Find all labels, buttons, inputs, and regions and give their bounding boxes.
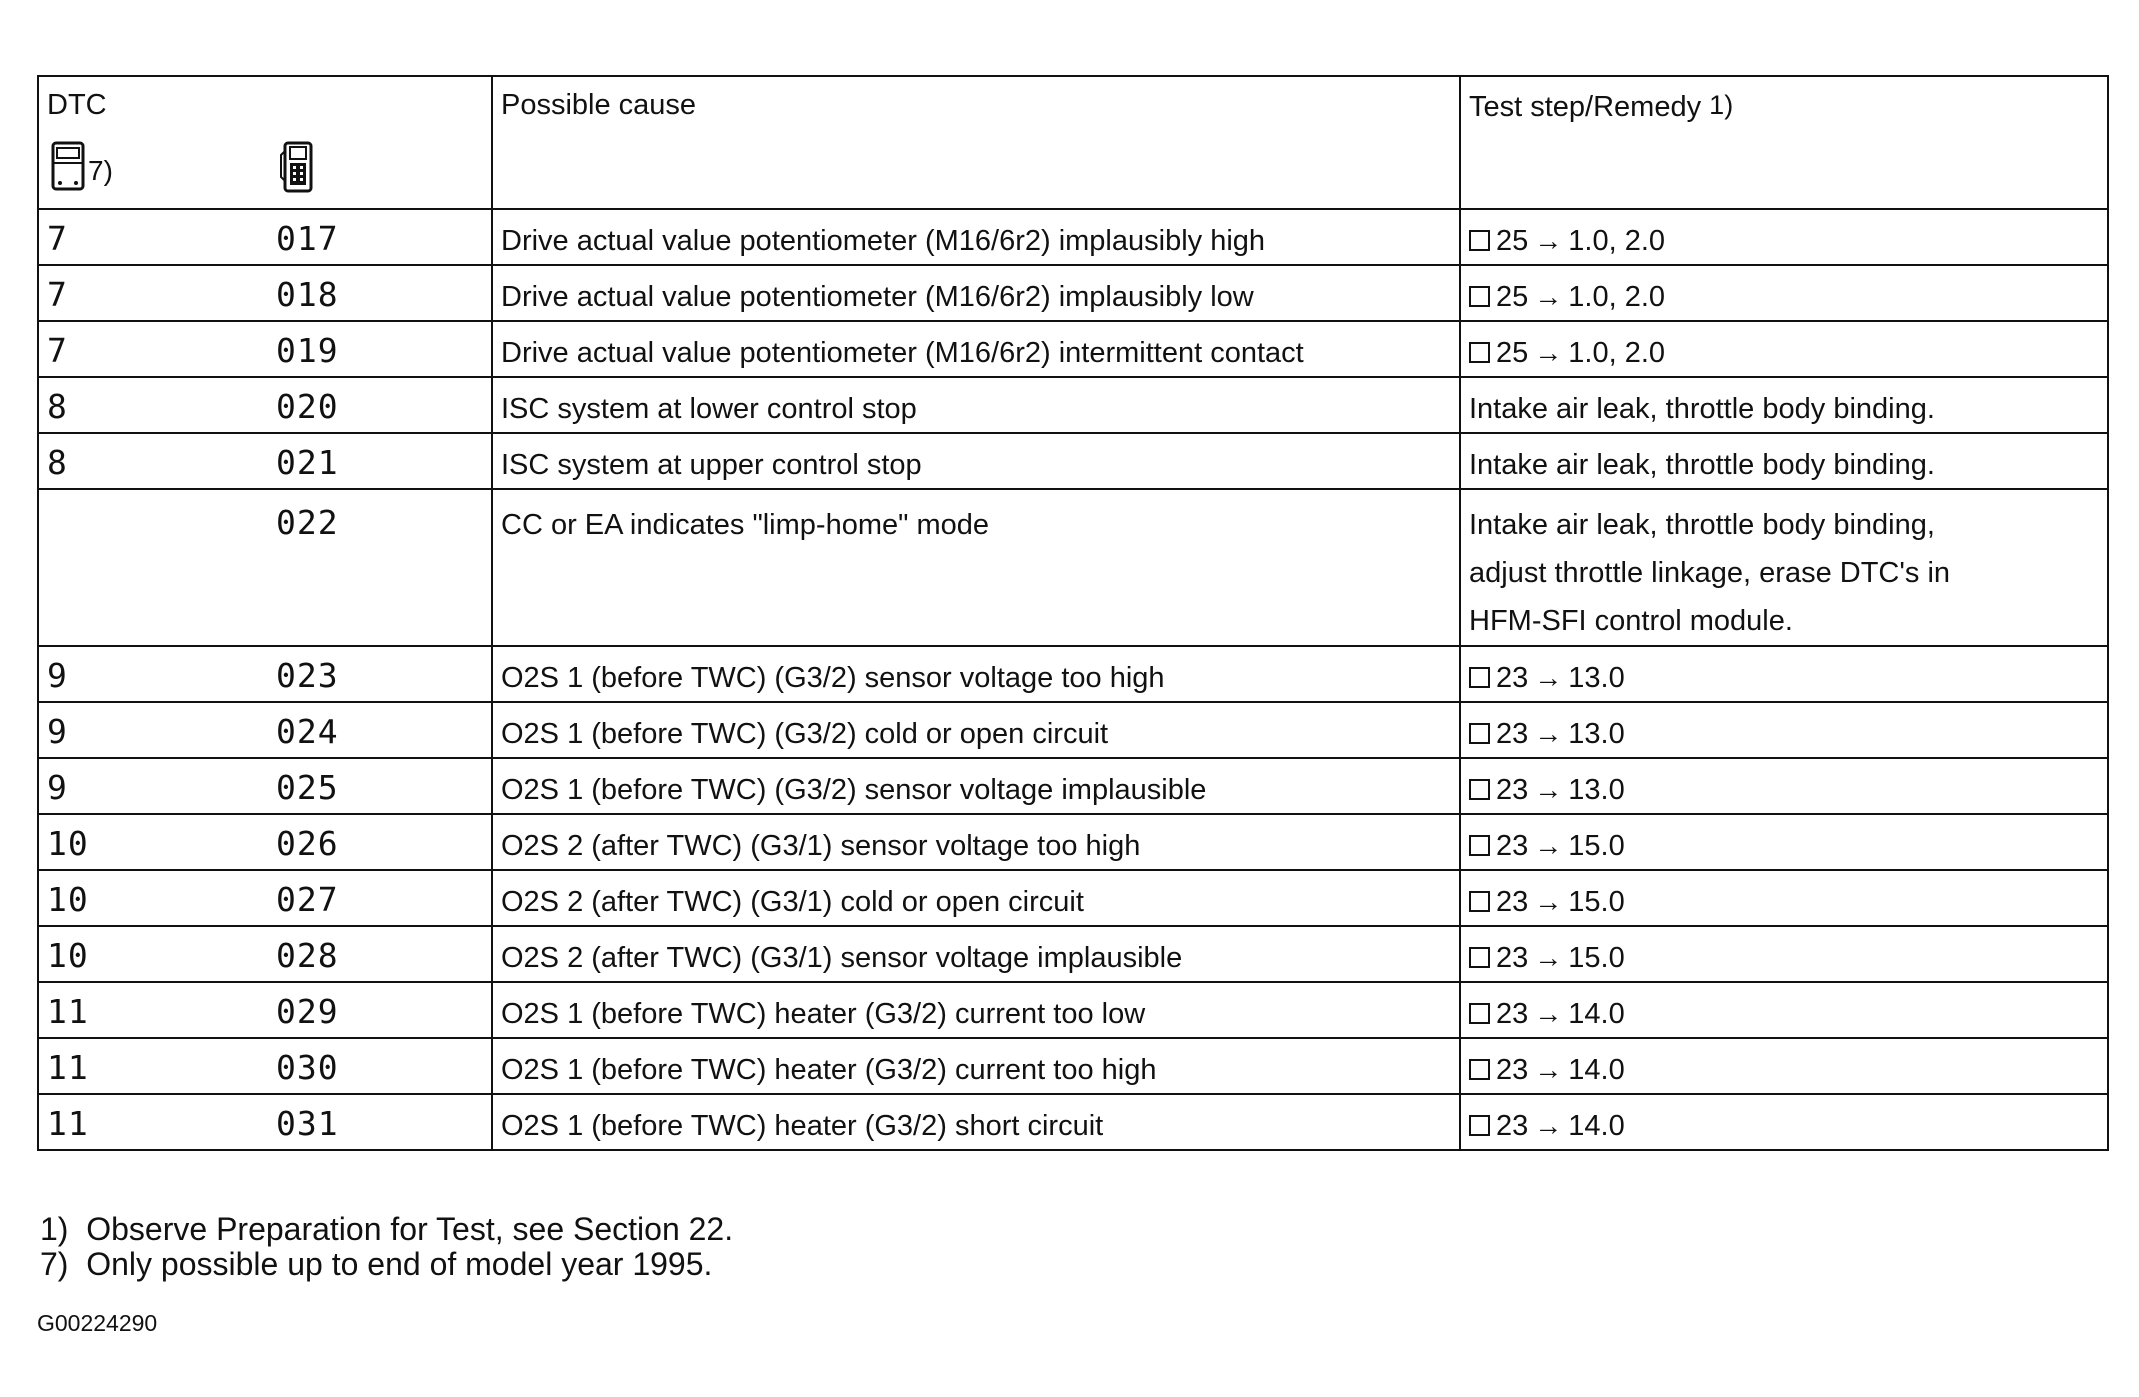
arrow-right-icon: → [1534,830,1563,861]
checkbox-square-icon [1469,1059,1490,1080]
tester-code: 027 [276,880,339,919]
cause-cell [492,1038,1460,1094]
test-step-result: 14.0 [1568,998,1625,1030]
cause-text: ISC system at lower control stop [501,393,917,425]
blink-code: 9 [47,656,68,695]
blink-code: 11 [47,992,89,1031]
cause-cell [492,265,1460,321]
cause-cell [492,1094,1460,1150]
remedy-cell [1460,758,2108,814]
footnote-1: 1) Observe Preparation for Test, see Section 22. [40,1211,734,1247]
table-row [38,209,2108,265]
dtc-cell [38,814,492,870]
test-step-number: 23 [1496,1110,1529,1142]
dtc-cell [38,377,492,433]
test-step-result: 14.0 [1568,1110,1625,1142]
tester-code: 019 [276,331,339,370]
cause-cell [492,982,1460,1038]
dtc-cell [38,1094,492,1150]
blink-code: 9 [47,768,68,807]
test-step-result: 13.0 [1568,718,1625,750]
cause-cell [492,209,1460,265]
test-step-number: 25 [1496,337,1529,369]
blink-code-tester-note: 7) [88,155,113,186]
cause-header-label: Possible cause [501,89,697,121]
remedy-cell [1460,265,2108,321]
checkbox-square-icon [1469,835,1490,856]
remedy-header-label: Test step/Remedy [1469,91,1702,123]
dtc-cell [38,758,492,814]
remedy-cell [1460,1094,2108,1150]
arrow-right-icon: → [1534,337,1563,368]
table-row [38,758,2108,814]
table-row [38,489,2108,646]
arrow-right-icon: → [1534,1110,1563,1141]
checkbox-square-icon [1469,723,1490,744]
arrow-right-icon: → [1534,281,1563,312]
test-step-result: 14.0 [1568,1054,1625,1086]
footnotes [40,1212,733,1282]
remedy-text: Intake air leak, throttle body binding. [1469,449,1935,481]
dtc-cell [38,209,492,265]
cause-text: Drive actual value potentiometer (M16/6r2) implausibly low [501,281,1254,313]
table-row [38,1038,2108,1094]
blink-code: 11 [47,1104,89,1143]
remedy-cell [1460,209,2108,265]
test-step-number: 23 [1496,718,1529,750]
tester-code: 018 [276,275,339,314]
tester-code: 020 [276,387,339,426]
remedy-cell [1460,870,2108,926]
blink-code: 11 [47,1048,89,1087]
test-step-number: 25 [1496,281,1529,313]
cause-text: CC or EA indicates "limp-home" mode [501,509,990,541]
checkbox-square-icon [1469,342,1490,363]
cause-text: O2S 1 (before TWC) (G3/2) cold or open circuit [501,718,1109,750]
dtc-cell [38,870,492,926]
dtc-cell [38,982,492,1038]
remedy-header-cell [1460,76,2108,209]
tester-code: 025 [276,768,339,807]
cause-text: O2S 1 (before TWC) heater (G3/2) current too high [501,1054,1157,1086]
cause-cell [492,926,1460,982]
checkbox-square-icon [1469,286,1490,307]
arrow-right-icon: → [1534,718,1563,749]
table-row [38,982,2108,1038]
test-step-result: 13.0 [1568,662,1625,694]
test-step-result: 15.0 [1568,886,1625,918]
cause-cell [492,489,1460,646]
blink-code-tester-icon [51,141,85,191]
blink-code: 9 [47,712,68,751]
footnote-7: 7) Only possible up to end of model year 1995. [40,1246,713,1282]
table-row [38,926,2108,982]
blink-code: 7 [47,275,68,314]
dtc-header-cell [38,76,492,209]
checkbox-square-icon [1469,230,1490,251]
table-row [38,814,2108,870]
tester-code: 023 [276,656,339,695]
remedy-line: adjust throttle linkage, erase DTC's in [1469,557,1951,589]
table-row [38,702,2108,758]
remedy-cell [1460,377,2108,433]
tester-code: 031 [276,1104,339,1143]
cause-text: O2S 1 (before TWC) (G3/2) sensor voltage too high [501,662,1165,694]
remedy-line: HFM-SFI control module. [1469,605,1793,637]
dtc-cell [38,1038,492,1094]
table-row [38,433,2108,489]
cause-text: O2S 1 (before TWC) heater (G3/2) current too low [501,998,1146,1030]
dtc-cell [38,702,492,758]
table-row [38,321,2108,377]
blink-code: 10 [47,880,89,919]
checkbox-square-icon [1469,947,1490,968]
table-row [38,1094,2108,1150]
arrow-right-icon: → [1534,998,1563,1029]
cause-cell [492,814,1460,870]
cause-text: O2S 2 (after TWC) (G3/1) sensor voltage too high [501,830,1141,862]
blink-code: 10 [47,824,89,863]
cause-text: Drive actual value potentiometer (M16/6r2) implausibly high [501,225,1266,257]
remedy-cell [1460,321,2108,377]
dtc-cell [38,646,492,702]
dtc-cell [38,489,492,646]
tester-code: 029 [276,992,339,1031]
arrow-right-icon: → [1534,662,1563,693]
test-step-number: 25 [1496,225,1529,257]
test-step-number: 23 [1496,886,1529,918]
cause-cell [492,321,1460,377]
table-header-row [38,76,2108,209]
remedy-text: Intake air leak, throttle body binding. [1469,393,1935,425]
arrow-right-icon: → [1534,225,1563,256]
cause-cell [492,702,1460,758]
checkbox-square-icon [1469,779,1490,800]
blink-code-tester-group [51,141,113,191]
dtc-cell [38,433,492,489]
tester-code: 021 [276,443,339,482]
tester-code: 017 [276,219,339,258]
remedy-header-note: 1) [1709,90,1734,120]
blink-code: 8 [47,443,68,482]
cause-cell [492,758,1460,814]
arrow-right-icon: → [1534,1054,1563,1085]
cause-text: O2S 2 (after TWC) (G3/1) cold or open circuit [501,886,1084,918]
test-step-result: 15.0 [1568,942,1625,974]
cause-text: O2S 2 (after TWC) (G3/1) sensor voltage implausible [501,942,1183,974]
test-step-result: 1.0, 2.0 [1568,225,1666,257]
remedy-cell [1460,489,2108,646]
cause-cell [492,377,1460,433]
cause-text: O2S 1 (before TWC) (G3/2) sensor voltage implausible [501,774,1207,806]
cause-text: ISC system at upper control stop [501,449,922,481]
tester-code: 028 [276,936,339,975]
blink-code: 7 [47,219,68,258]
remedy-line: Intake air leak, throttle body binding, [1469,509,1935,541]
table-row [38,646,2108,702]
hand-held-tester-group [279,141,313,193]
arrow-right-icon: → [1534,774,1563,805]
dtc-header-label: DTC [47,89,107,121]
cause-text: O2S 1 (before TWC) heater (G3/2) short circuit [501,1110,1104,1142]
figure-id: G00224290 [37,1310,158,1336]
dtc-cell [38,926,492,982]
test-step-number: 23 [1496,998,1529,1030]
blink-code: 7 [47,331,68,370]
checkbox-square-icon [1469,891,1490,912]
checkbox-square-icon [1469,667,1490,688]
test-step-number: 23 [1496,942,1529,974]
checkbox-square-icon [1469,1115,1490,1136]
test-step-result: 15.0 [1568,830,1625,862]
test-step-number: 23 [1496,662,1529,694]
remedy-cell [1460,702,2108,758]
dtc-cell [38,265,492,321]
table-row [38,377,2108,433]
cause-text: Drive actual value potentiometer (M16/6r2) intermittent contact [501,337,1304,369]
remedy-cell [1460,982,2108,1038]
tester-code: 030 [276,1048,339,1087]
table-row [38,870,2108,926]
cause-cell [492,646,1460,702]
blink-code: 8 [47,387,68,426]
dtc-cell [38,321,492,377]
dtc-table [37,75,2109,1151]
test-step-result: 13.0 [1568,774,1625,806]
checkbox-square-icon [1469,1003,1490,1024]
test-step-number: 23 [1496,1054,1529,1086]
remedy-cell [1460,433,2108,489]
hand-held-tester-icon [279,141,313,193]
table-row [38,265,2108,321]
remedy-cell [1460,1038,2108,1094]
arrow-right-icon: → [1534,886,1563,917]
cause-cell [492,433,1460,489]
tester-code: 026 [276,824,339,863]
test-step-number: 23 [1496,774,1529,806]
test-step-result: 1.0, 2.0 [1568,337,1666,369]
remedy-cell [1460,926,2108,982]
cause-cell [492,870,1460,926]
arrow-right-icon: → [1534,942,1563,973]
tester-code: 022 [276,503,339,542]
cause-header-cell [492,76,1460,209]
remedy-cell [1460,814,2108,870]
tester-code: 024 [276,712,339,751]
blink-code: 10 [47,936,89,975]
remedy-cell [1460,646,2108,702]
test-step-number: 23 [1496,830,1529,862]
test-step-result: 1.0, 2.0 [1568,281,1666,313]
